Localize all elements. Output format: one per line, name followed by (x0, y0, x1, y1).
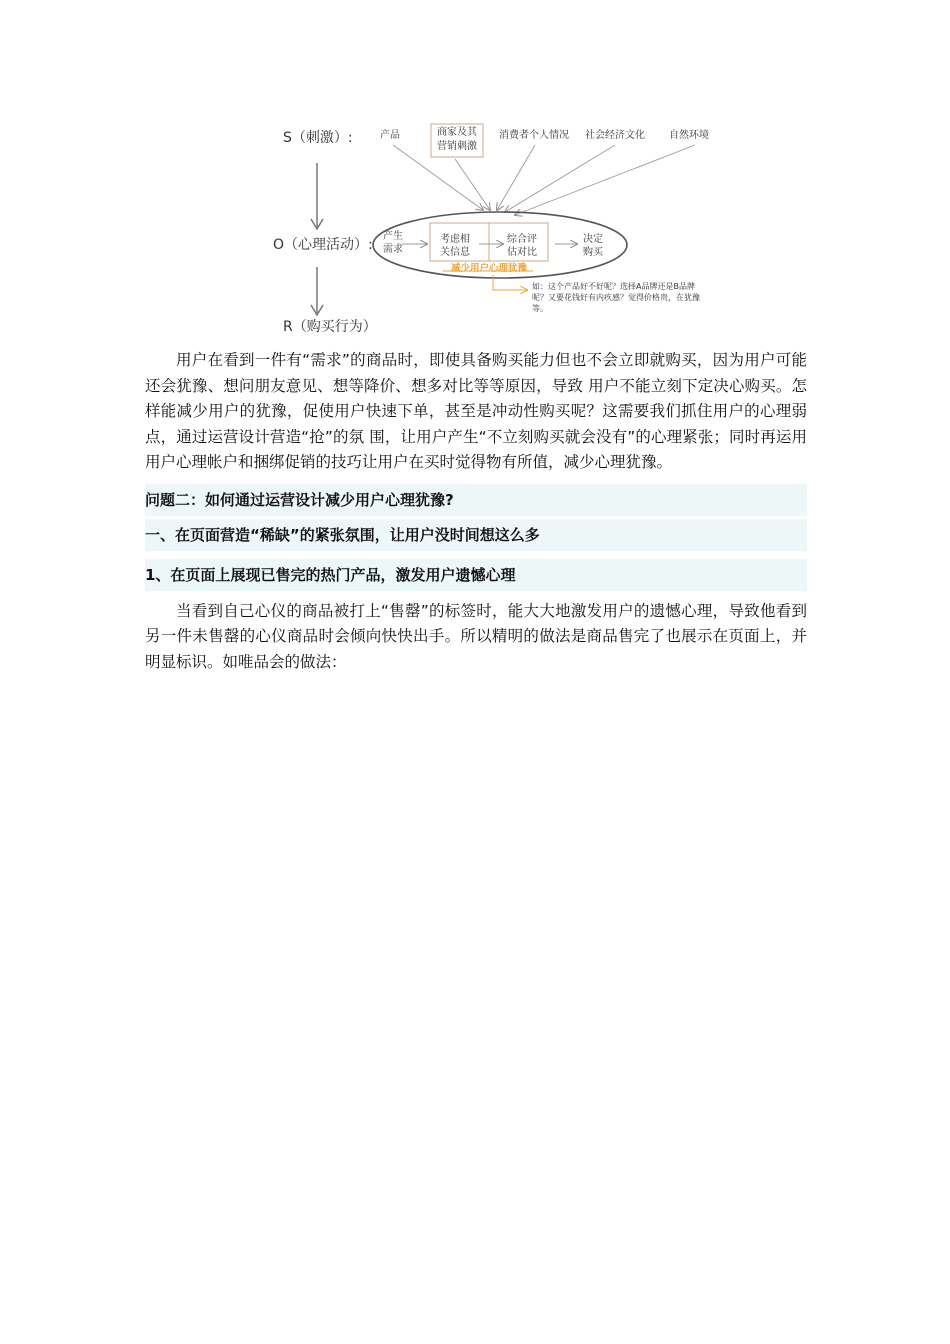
highlight-label: 减少用户心理犹豫 (451, 263, 528, 274)
stimulus-product: 产品 (380, 130, 400, 141)
stimulus-merchant-2: 营销刺激 (437, 141, 477, 152)
article-content (145, 348, 807, 675)
step-eval-1: 综合评 (507, 234, 537, 245)
step-buy-2: 购买 (583, 247, 603, 258)
o-label: O（心理活动）: (273, 237, 373, 253)
stimulus-nature: 自然环境 (669, 130, 709, 141)
step-need-2: 需求 (383, 244, 403, 255)
step-info-1: 考虑相 (440, 234, 470, 245)
hesitation-note: 如：这个产品好不好呢？选择A品牌还是B品牌呢？又要花钱好有内疚感？觉得价格贵，在犹豫等。 (532, 282, 700, 313)
stimulus-merchant-1: 商家及其 (437, 127, 477, 138)
heading-subsection: 1、在页面上展现已售完的热门产品，激发用户遗憾心理 (145, 559, 807, 591)
step-need-1: 产生 (383, 231, 403, 242)
r-label: R（购买行为） (283, 319, 377, 335)
step-info-2: 关信息 (440, 247, 470, 258)
paragraph-intro: 用户在看到一件有“需求”的商品时，即使具备购买能力但也不会立即就购买，因为用户可能还会犹豫、想问朋友意见、想等降价、想多对比等等原因，导致 用户不能立刻下定决心购买。怎样能减少用户的犹豫，促使用户快速下单，甚至是冲动性购买呢？这需要我们抓住用户的心理弱点，通过运营设计营造“抢”的氛 围，让用户产生“不立刻购买就会没有”的心理紧张；同时再运用用户心理帐户和捆绑促销的技巧让用户在买时觉得物有所值，减少心理犹豫。 (145, 351, 807, 471)
heading-question: 问题二：如何通过运营设计减少用户心理犹豫? (145, 484, 807, 516)
paragraph-soldout: 当看到自己心仪的商品被打上“售罄”的标签时，能大大地激发用户的遗憾心理，导致他看到另一件未售罄的心仪商品时会倾向快快出手。所以精明的做法是商品售完了也展示在页面上，并明显标识。如唯品会的做法： (145, 601, 807, 671)
step-buy-1: 决定 (583, 234, 603, 245)
stimulus-society: 社会经济文化 (585, 130, 645, 141)
s-label: S（刺激）: (283, 130, 353, 146)
stimulus-consumer: 消费者个人情况 (499, 130, 569, 141)
sor-diagram (265, 115, 725, 345)
heading-section: 一、在页面营造“稀缺”的紧张氛围，让用户没时间想这么多 (145, 519, 807, 551)
step-eval-2: 估对比 (507, 247, 537, 258)
